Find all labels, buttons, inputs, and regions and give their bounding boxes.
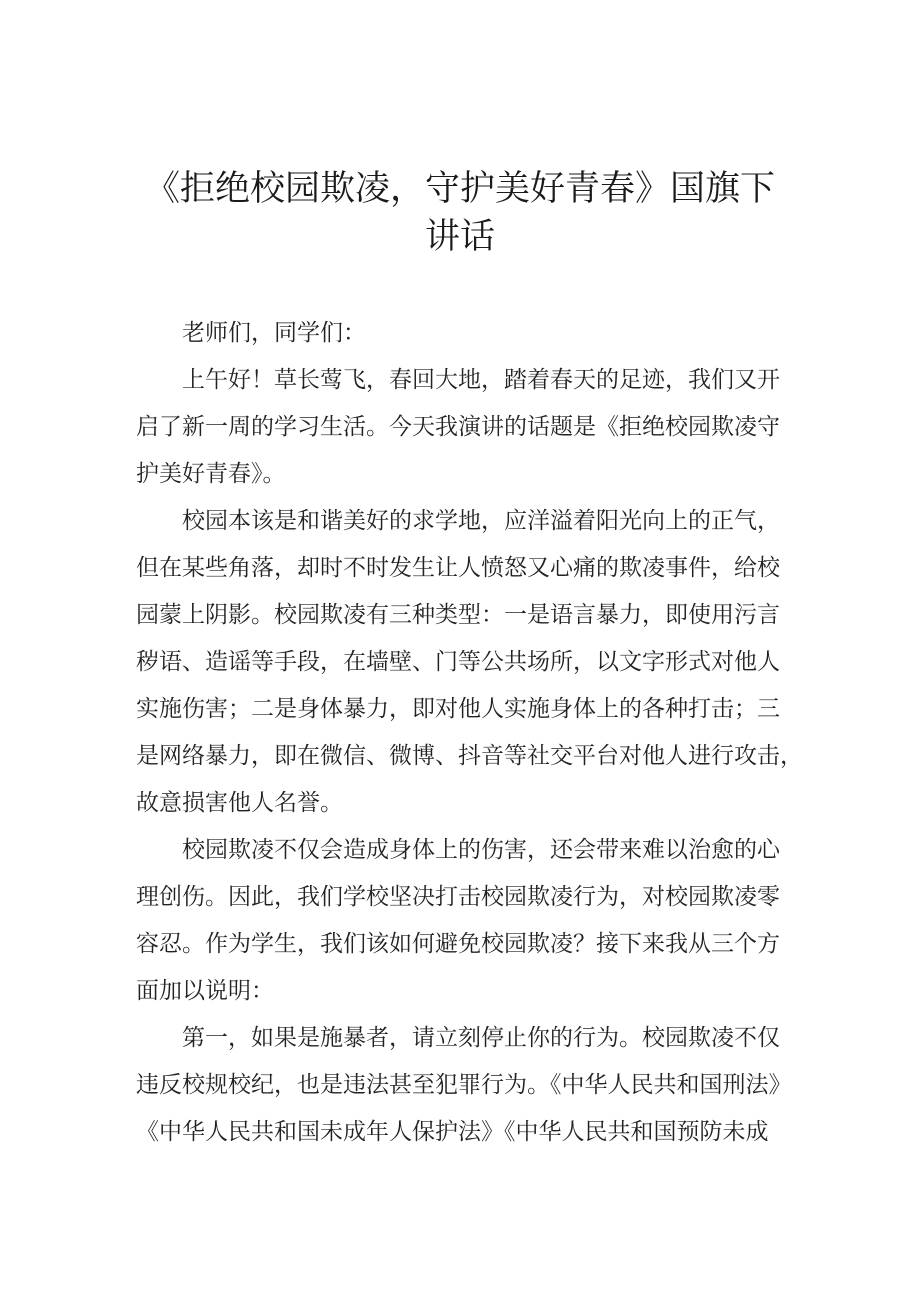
paragraph-line: 实施伤害；二是身体暴力，即对他人实施身体上的各种打击；三	[136, 696, 780, 722]
paragraph-line: 容忍。作为学生，我们该如何避免校园欺凌？接下来我从三个方	[136, 931, 780, 957]
paragraph-line: 但在某些角落，却时不时发生让人愤怒又心痛的欺凌事件，给校	[136, 555, 780, 581]
harm-paragraph	[136, 827, 786, 1015]
paragraph-line: 面加以说明：	[136, 978, 274, 1004]
paragraph-line: 《中华人民共和国未成年人保护法》《中华人民共和国预防未成	[136, 1119, 769, 1145]
paragraph-line: 上午好！草长莺飞，春回大地，踏着春天的足迹，我们又开	[182, 367, 780, 393]
title-line-1: 《拒绝校园欺凌，守护美好青春》国旗下	[144, 169, 775, 209]
paragraph-line: 理创伤。因此，我们学校坚决打击校园欺凌行为，对校园欺凌零	[136, 884, 780, 910]
paragraph-line: 校园本该是和谐美好的求学地，应洋溢着阳光向上的正气，	[182, 508, 780, 534]
paragraph-line: 故意损害他人名誉。	[136, 790, 343, 816]
paragraph-line: 校园欺凌不仅会造成身体上的伤害，还会带来难以治愈的心	[182, 837, 780, 863]
greeting-paragraph	[136, 357, 786, 498]
paragraph-line: 第一，如果是施暴者，请立刻停止你的行为。校园欺凌不仅	[182, 1025, 780, 1051]
paragraph-line: 护美好青春》。	[136, 461, 286, 487]
paragraph-line: 老师们，同学们：	[182, 320, 366, 346]
first-point-paragraph	[136, 1015, 792, 1156]
paragraph-line: 启了新一周的学习生活。今天我演讲的话题是《拒绝校园欺凌守	[136, 414, 780, 440]
paragraph-line: 秽语、造谣等手段，在墙壁、门等公共场所，以文字形式对他人	[136, 649, 780, 675]
document-title	[100, 165, 820, 261]
paragraph-line: 违反校规校纪，也是违法甚至犯罪行为。《中华人民共和国刑法》	[136, 1072, 792, 1098]
paragraph-line: 是网络暴力，即在微信、微博、抖音等社交平台对他人进行攻击，	[136, 743, 803, 769]
salutation-paragraph	[136, 310, 786, 357]
document-body	[136, 310, 803, 1156]
bullying-types-paragraph	[136, 498, 803, 827]
title-line-2: 讲话	[424, 217, 495, 257]
paragraph-line: 园蒙上阴影。校园欺凌有三种类型：一是语言暴力，即使用污言	[136, 602, 780, 628]
